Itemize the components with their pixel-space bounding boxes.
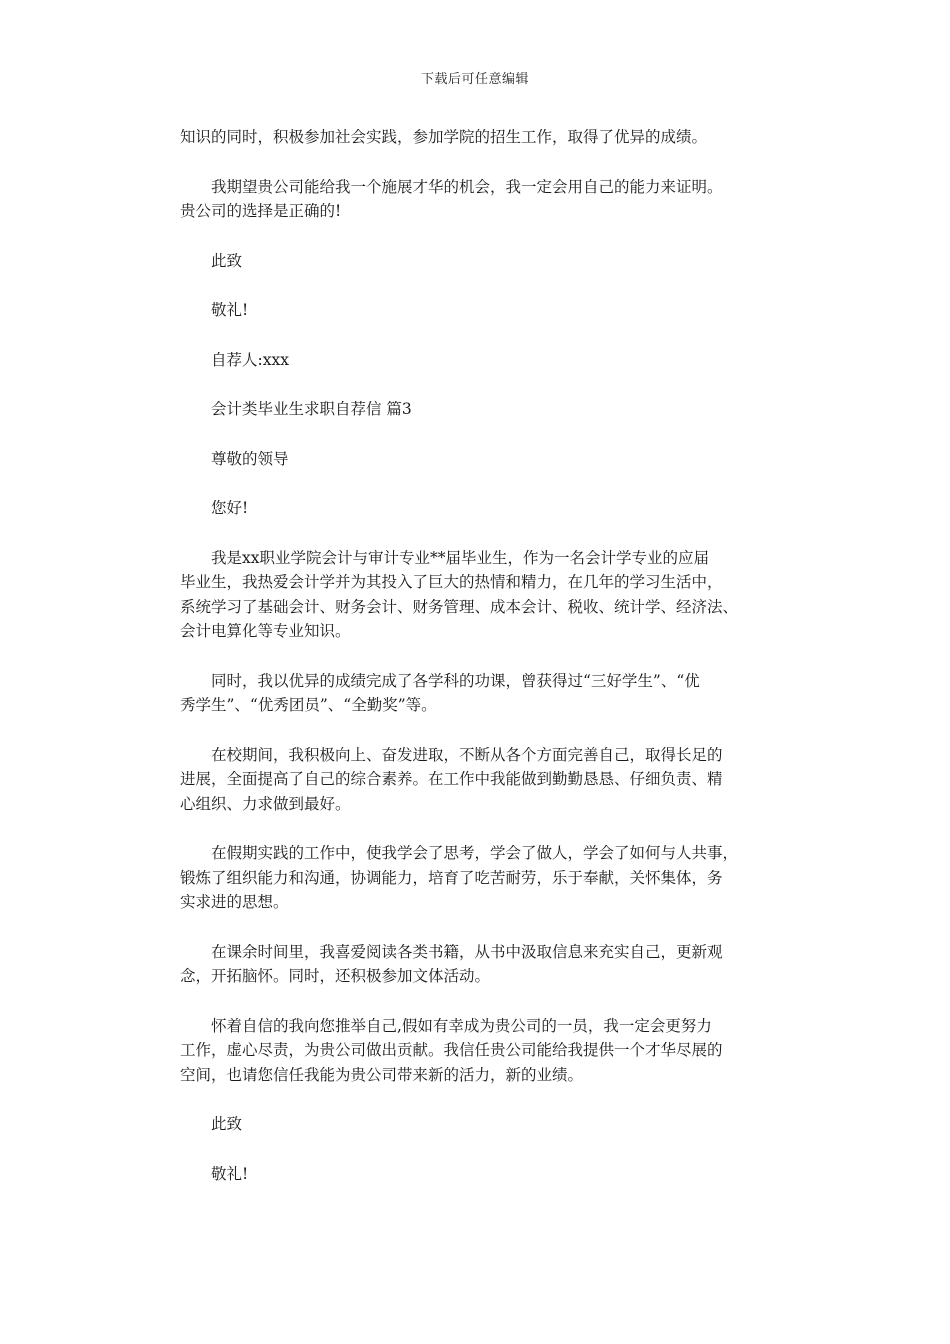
paragraph-introduction: 我是xx职业学院会计与审计专业**届毕业生，作为一名会计学专业的应届 毕业生，我热爱会计学并为其投入了巨大的热情和精力，在几年的学习生活中， 系统学习了基础会计、财务会计、财务管理、成本会计、税收、统计学、经济法、 会计电算化等专业知识。 <box>180 548 739 640</box>
paragraph-self-recommendation: 怀着自信的我向您推举自己,假如有幸成为贵公司的一员，我一定会更努力 工作，虚心尽责，为贵公司做出贡献。我信任贵公司能给我提供一个才华尽展的 空间，也请您信任我能为贵公司带来新的活力，新的业绩。 <box>180 1016 723 1084</box>
paragraph-practice: 在假期实践的工作中，使我学会了思考，学会了做人，学会了如何与人共事， 锻炼了组织能力和沟通，协调能力，培育了吃苦耐劳，乐于奉献，关怀集体，务 实求进的思想。 <box>180 844 739 911</box>
signature-line: 自荐人:xxx <box>211 350 289 369</box>
salutation-cizhi: 此致 <box>211 251 243 270</box>
salutation-jingli-2: 敬礼! <box>211 1164 249 1183</box>
paragraph-honors: 同时，我以优异的成绩完成了各学科的功课，曾获得过“三好学生”、“优 秀学生”、“优秀团员”、“全勤奖”等。 <box>180 671 700 714</box>
paragraph-continuation: 知识的同时，积极参加社会实践，参加学院的招生工作，取得了优异的成绩。 <box>180 128 708 146</box>
paragraph-school-period: 在校期间，我积极向上、奋发进取，不断从各个方面完善自己，取得长足的 进展，全面提高了自己的综合素养。在工作中我能做到勤勤恳恳、仔细负责、精 心组织、力求做到最好。 <box>180 745 723 813</box>
salutation-jingli: 敬礼! <box>211 301 249 319</box>
document-body <box>180 125 780 1211</box>
page-header: 下载后可任意编辑 <box>420 72 529 87</box>
paragraph-closing-hope: 我期望贵公司能给我一个施展才华的机会，我一定会用自己的能力来证明。 贵公司的选择是正确的! <box>180 177 723 220</box>
salutation-cizhi-2: 此致 <box>211 1115 243 1133</box>
greeting-hello: 您好! <box>211 499 249 517</box>
section-title: 会计类毕业生求职自荐信 篇3 <box>211 400 412 418</box>
paragraph-hobbies: 在课余时间里，我喜爱阅读各类书籍，从书中汲取信息来充实自己，更新观 念，开拓脑怀。同时，还积极参加文体活动。 <box>180 942 723 985</box>
greeting-addressee: 尊敬的领导 <box>211 449 289 468</box>
